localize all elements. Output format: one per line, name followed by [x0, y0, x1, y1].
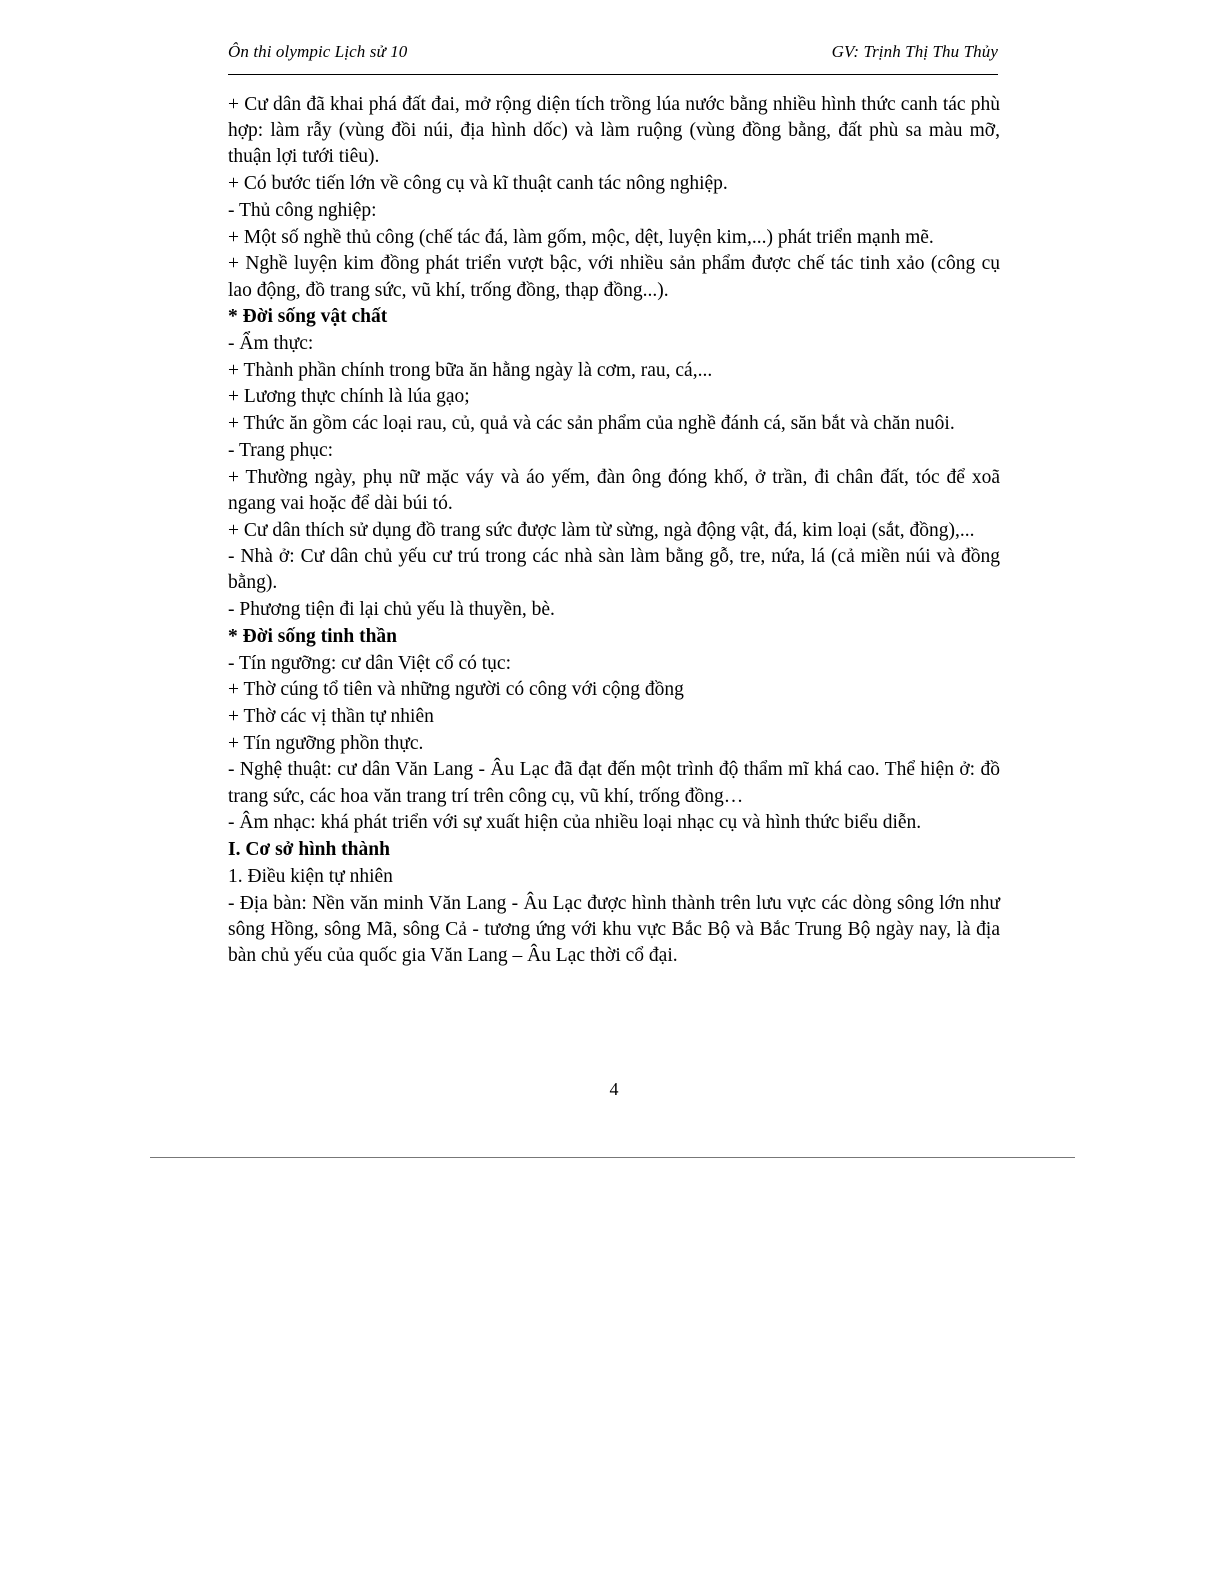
body-paragraph: + Thờ cúng tổ tiên và những người có công với cộng đồng [228, 679, 684, 701]
body-paragraph: + Thờ các vị thần tự nhiên [228, 706, 434, 728]
header-divider [228, 74, 998, 75]
body-paragraph: - Thủ công nghiệp: [228, 199, 377, 221]
body-paragraph: + Thành phần chính trong bữa ăn hằng ngày là cơm, rau, cá,... [228, 359, 713, 381]
body-paragraph: - Ẩm thực: [228, 332, 314, 354]
body-paragraph: + Thường ngày, phụ nữ mặc váy và áo yếm, đàn ông đóng khố, ở trần, đi chân đất, tóc để xoã ngang vai hoặc để dài búi tó. [228, 466, 1000, 514]
body-paragraph: - Nghệ thuật: cư dân Văn Lang - Âu Lạc đã đạt đến một trình độ thẩm mĩ khá cao. Thể hiện ở: đồ trang sức, các hoa văn trang trí trên công cụ, vũ khí, trống đồng… [228, 759, 1000, 807]
header-right-text: GV: Trịnh Thị Thu Thủy [831, 42, 998, 61]
body-paragraph: + Cư dân thích sử dụng đồ trang sức được làm từ sừng, ngà động vật, đá, kim loại (sắt, đồng),... [228, 519, 975, 541]
footer-divider [150, 1157, 1075, 1158]
body-paragraph: - Trang phục: [228, 439, 334, 461]
page-number: 4 [609, 1079, 619, 1099]
body-paragraph: - Nhà ở: Cư dân chủ yếu cư trú trong các nhà sàn làm bằng gỗ, tre, nứa, lá (cả miền núi và đồng bằng). [228, 546, 1000, 594]
body-paragraph: + Một số nghề thủ công (chế tác đá, làm gốm, mộc, dệt, luyện kim,...) phát triển mạnh mẽ. [228, 226, 934, 248]
body-paragraph: - Tín ngưỡng: cư dân Việt cổ có tục: [228, 652, 511, 674]
body-paragraph: + Lương thực chính là lúa gạo; [228, 386, 470, 408]
section-heading: * Đời sống tinh thần [228, 625, 398, 647]
document-body [228, 92, 1000, 970]
body-paragraph: - Âm nhạc: khá phát triển với sự xuất hiện của nhiều loại nhạc cụ và hình thức biểu diễn. [228, 812, 922, 834]
section-heading: * Đời sống vật chất [228, 306, 388, 328]
body-paragraph: + Nghề luyện kim đồng phát triển vượt bậc, với nhiều sản phẩm được chế tác tinh xảo (công cụ lao động, đồ trang sức, vũ khí, trống đồng, thạp đồng...). [228, 253, 1000, 301]
body-paragraph: + Tín ngưỡng phồn thực. [228, 732, 424, 754]
body-paragraph: + Thức ăn gồm các loại rau, củ, quả và các sản phẩm của nghề đánh cá, săn bắt và chăn nuôi. [228, 413, 955, 435]
body-paragraph: - Địa bàn: Nền văn minh Văn Lang - Âu Lạc được hình thành trên lưu vực các dòng sông lớn như sông Hồng, sông Mã, sông Cả - tương ứng với khu vực Bắc Bộ và Bắc Trung Bộ ngày nay, là địa bàn chủ yếu của quốc gia Văn Lang – Âu Lạc thời cổ đại. [228, 892, 1000, 966]
page-header [228, 42, 998, 62]
body-paragraph: + Cư dân đã khai phá đất đai, mở rộng diện tích trồng lúa nước bằng nhiều hình thức canh tác phù hợp: làm rẫy (vùng đồi núi, địa hình dốc) và làm ruộng (vùng đồng bằng, đất phù sa màu mỡ, thuận lợi tưới tiêu). [228, 94, 1000, 168]
header-left-text: Ôn thi olympic Lịch sử 10 [228, 42, 408, 61]
body-paragraph: + Có bước tiến lớn về công cụ và kĩ thuật canh tác nông nghiệp. [228, 173, 728, 195]
body-paragraph: 1. Điều kiện tự nhiên [228, 865, 393, 887]
section-heading: I. Cơ sở hình thành [228, 839, 390, 861]
body-paragraph: - Phương tiện đi lại chủ yếu là thuyền, bè. [228, 599, 555, 621]
